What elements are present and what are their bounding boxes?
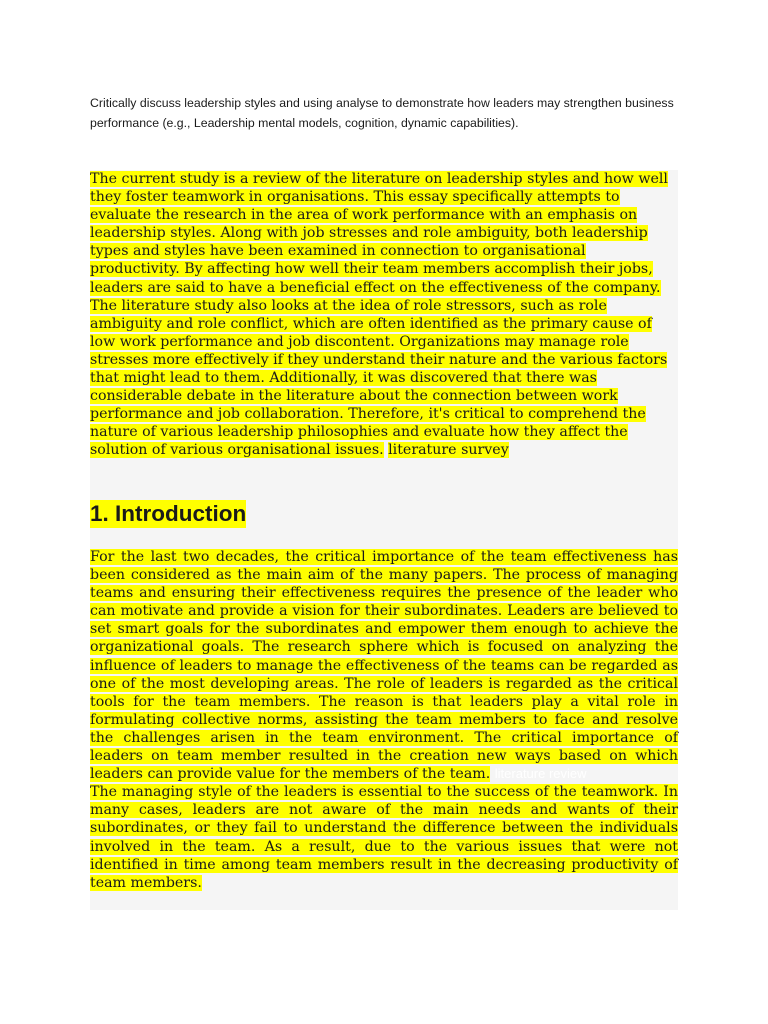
heading-block [90, 478, 678, 548]
paragraph-1-text: For the last two decades, the critical importance of the team effectiveness has been considered as the main aim of the many papers. The process of managing teams and ensuring their effectiveness requires the presence of the leader who can motivate and provide a vision for their subordinates. Leaders are believed to set smart goals for the subordinates and empower them enough to achieve the organizational goals. The research sphere which is focused on analyzing the influence of leaders to manage the effectiveness of the teams can be regarded as one of the most developing areas. The role of leaders is regarded as the critical tools for the team members. The reason is that leaders play a vital role in formulating collective norms, assisting the team members to face and resolve the challenges arisen in the team environment. The critical importance of leaders on team member resulted in the creation new ways based on which leaders can provide value for the members of the team. [90, 549, 678, 783]
paragraph-1 [90, 548, 678, 783]
paragraph-2-text: The managing style of the leaders is essential to the success of the teamwork. In many cases, leaders are not aware of the main needs and wants of their subordinates, or they fail to understand the difference between the individuals involved in the team. As a result, due to the various issues that were not identified in time among team members result in the decreasing productivity of team members. [90, 784, 678, 891]
essay-question: Critically discuss leadership styles and using analyse to demonstrate how leaders may strengthen business performance (e.g., Leadership mental models, cognition, dynamic capabilities). [90, 96, 674, 130]
abstract-tag: literature survey [388, 442, 509, 459]
section-heading: 1. Introduction [90, 501, 247, 526]
paragraph-1-tag: literature review [494, 766, 587, 782]
abstract-block [90, 170, 678, 478]
paragraph-2 [90, 783, 678, 892]
introduction-body [90, 548, 678, 910]
abstract-text: The current study is a review of the literature on leadership styles and how well they foster teamwork in organisations. This essay specifically attempts to evaluate the research in the area of work performance with an emphasis on leadership styles. Along with job stresses and role ambiguity, both leadership types and styles have been examined in connection to organisational productivity. By affecting how well their team members accomplish their jobs, leaders are said to have a beneficial effect on the effectiveness of the company. The literature study also looks at the idea of role stressors, such as role ambiguity and role conflict, which are often identified as the primary cause of low work performance and job discontent. Organizations may manage role stresses more effectively if they understand their nature and the various factors that might lead to them. Additionally, it was discovered that there was considerable debate in the literature about the connection between work performance and job collaboration. Therefore, it's critical to comprehend the nature of various leadership philosophies and evaluate how they affect the solution of various organisational issues. [90, 171, 668, 459]
